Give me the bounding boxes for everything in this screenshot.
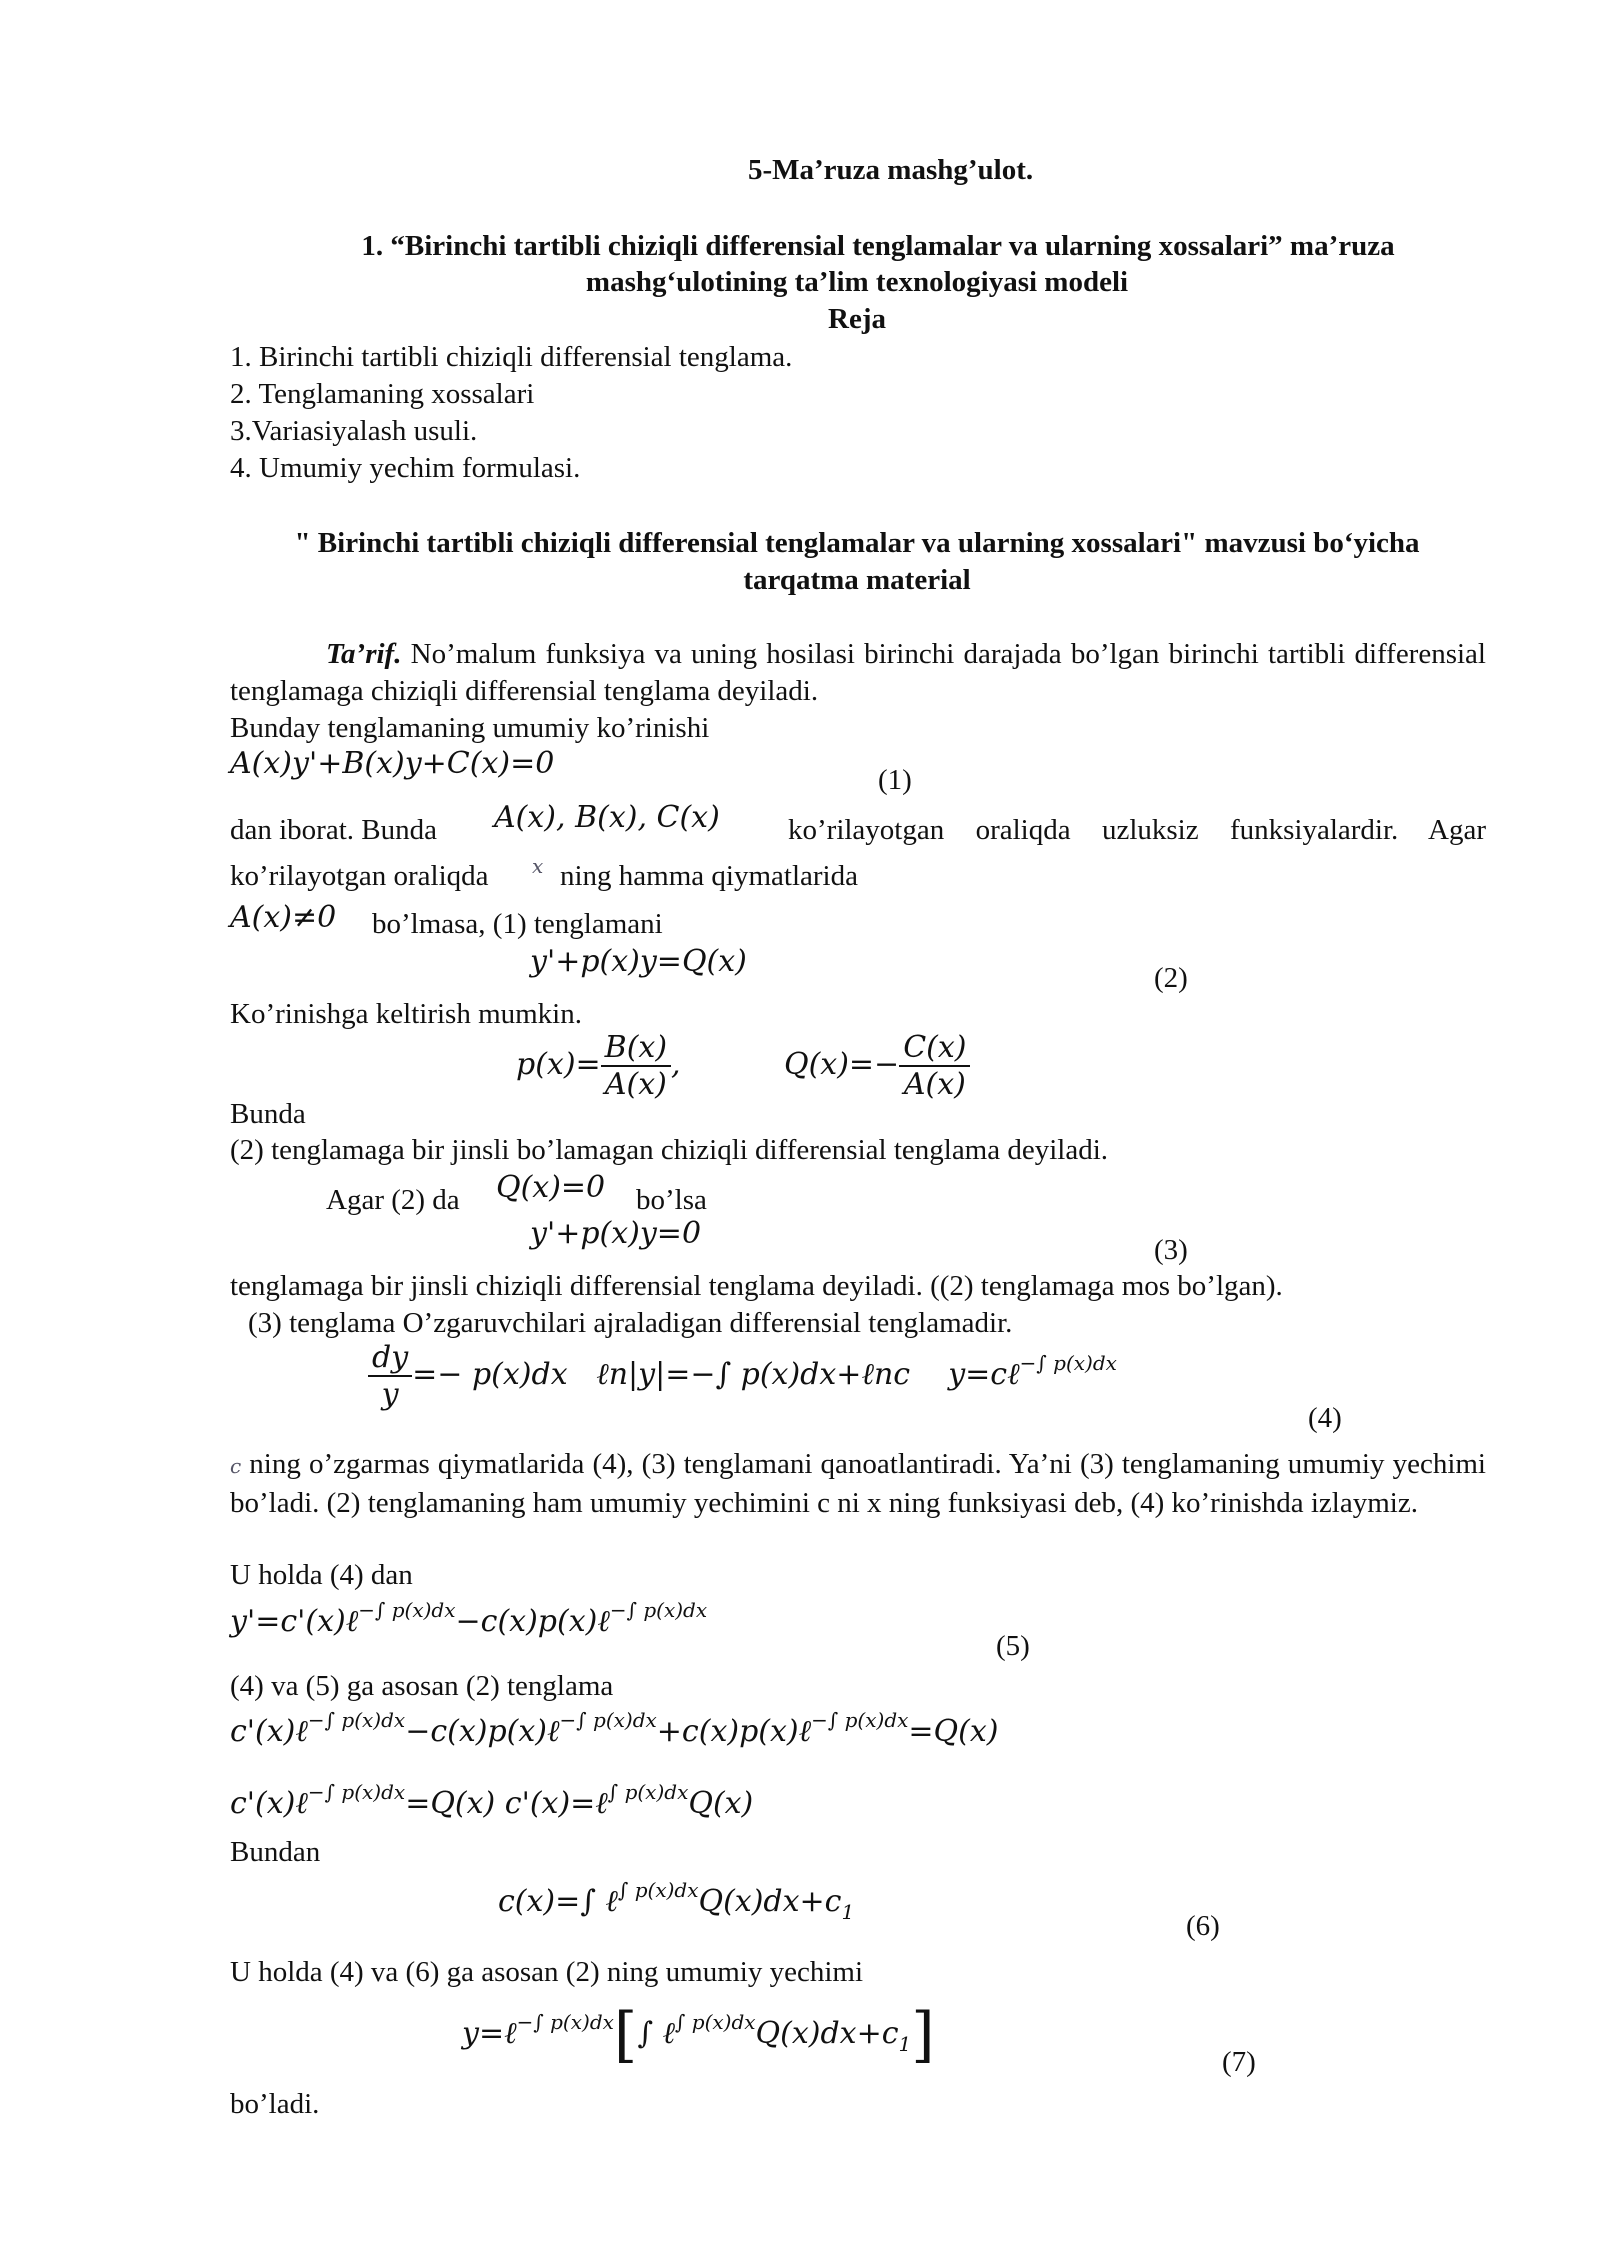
fraction-b-over-a xyxy=(601,1030,671,1102)
eq7-left-bracket: [ xyxy=(613,2000,638,2070)
equation-number-6: (6) xyxy=(1186,1910,1220,1942)
eq6-part-b: Q(x)dx+c xyxy=(698,1884,842,1919)
equation-4 xyxy=(368,1340,1117,1412)
px-lhs: p(x)= xyxy=(516,1047,601,1082)
c-variable: c xyxy=(230,1454,242,1478)
equation-6 xyxy=(498,1878,855,1924)
eqA-part-d: =Q(x) xyxy=(908,1714,999,1749)
text-all-values: ning hamma qiymatlarida xyxy=(560,860,858,892)
text-continuous: ko’rilayotgan oraliqda uzluksiz funksiyalardir. Agar xyxy=(788,814,1486,846)
eq7-part-b: ∫ ℓ xyxy=(637,2016,675,2051)
eq4-part-c: y=cℓ xyxy=(948,1357,1020,1392)
text-uholda: U holda (4) dan xyxy=(230,1559,413,1591)
text-korinish: Ko’rinishga keltirish mumkin. xyxy=(230,998,582,1030)
definition-text: No’malum funksiya va uning hosilasi birinchi darajada bo’lgan birinchi tartibli differensial tenglamaga chiziqli differensial tenglama deyiladi. xyxy=(230,638,1486,707)
paragraph-constant-variation xyxy=(230,1446,1486,1522)
eq7-part-a: y=ℓ xyxy=(462,2016,517,2051)
px-definition xyxy=(516,1030,681,1102)
section-title-line-2: mashg‘ulotining ta’lim texnologiyasi modeli xyxy=(585,266,1129,298)
text-bunda: Bunda xyxy=(230,1098,306,1130)
denominator-ax: A(x) xyxy=(604,1067,667,1102)
text-interval: ko’rilayotgan oraliqda xyxy=(230,860,489,892)
fraction-c-over-a xyxy=(899,1030,970,1102)
plan-item: 1. Birinchi tartibli chiziqli differensial tenglama. xyxy=(230,341,793,373)
eq7-right-bracket: ] xyxy=(911,2000,935,2070)
eq6-subscript: 1 xyxy=(841,1900,855,1924)
eq5-part-b: −c(x)p(x)ℓ xyxy=(455,1604,610,1639)
eq4-exponent: −∫ p(x)dx xyxy=(1019,1351,1117,1375)
eq4-part-b: ℓn|y|=−∫ p(x)dx+ℓnc xyxy=(596,1357,911,1392)
numerator-cx: C(x) xyxy=(899,1030,970,1067)
eqB-part-b: =Q(x) c'(x)=ℓ xyxy=(405,1786,608,1821)
text-bolsa: bo’lsa xyxy=(636,1184,707,1216)
eq4-part-a: =− p(x)dx xyxy=(412,1357,568,1392)
functions-abc: A(x), B(x), C(x) xyxy=(494,800,720,835)
section-title-line-1: 1. “Birinchi tartibli chiziqli differensial tenglamalar va ularning xossalari” ma’ruza xyxy=(361,230,1395,262)
text-bundan: Bundan xyxy=(230,1836,321,1868)
eqB-part-a: c'(x)ℓ xyxy=(230,1786,308,1821)
equation-3: y'+p(x)y=0 xyxy=(530,1216,702,1251)
text-agar: Agar (2) da xyxy=(326,1184,460,1216)
equation-number-5: (5) xyxy=(996,1630,1030,1662)
handout-title-line-1: " Birinchi tartibli chiziqli differensial tenglamalar va ularning xossalari" mavzusi bo‘yicha xyxy=(294,527,1420,559)
text-nonhomogeneous: (2) tenglamaga bir jinsli bo’lamagan chiziqli differensial tenglama deyiladi. xyxy=(230,1134,1109,1166)
text-boladi: bo’ladi. xyxy=(230,2088,320,2120)
text-homogeneous: tenglamaga bir jinsli chiziqli differensial tenglama deyiladi. ((2) tenglamaga mos bo’lgan). xyxy=(230,1270,1283,1302)
eqA-exponent-2: −∫ p(x)dx xyxy=(559,1708,657,1732)
text-separable: (3) tenglama O’zgaruvchilari ajraladigan differensial tenglamadir. xyxy=(248,1307,1013,1339)
paragraph-text: ning o’zgarmas qiymatlarida (4), (3) tenglamani qanoatlantiradi. Ya’ni (3) tenglamaning umumiy yechimi bo’ladi. (2) tenglamaning ham umumiy yechimini c ni x ning funksiyasi deb, (4) ko’rinishda izlaymiz. xyxy=(230,1448,1486,1519)
eq6-part-a: c(x)=∫ ℓ xyxy=(498,1884,618,1919)
equation-7 xyxy=(462,2000,935,2070)
equation-number-2: (2) xyxy=(1154,962,1188,994)
equation-number-3: (3) xyxy=(1154,1234,1188,1266)
general-form-text: Bunday tenglamaning umumiy ko’rinishi xyxy=(230,712,710,744)
plan-heading: Reja xyxy=(828,303,886,335)
numerator-bx: B(x) xyxy=(601,1030,671,1067)
text-uholda-2: U holda (4) va (6) ga asosan (2) ning umumiy yechimi xyxy=(230,1956,864,1988)
equation-simplified xyxy=(230,1780,754,1821)
equation-substituted xyxy=(230,1708,999,1749)
eq7-subscript: 1 xyxy=(898,2032,912,2056)
text-dan-iborat: dan iborat. Bunda xyxy=(230,814,437,846)
eq7-exponent-1: −∫ p(x)dx xyxy=(516,2010,614,2034)
eqA-exponent-3: −∫ p(x)dx xyxy=(811,1708,909,1732)
definition-label: Ta’rif. xyxy=(326,638,402,670)
equation-5 xyxy=(230,1598,708,1639)
definition-paragraph xyxy=(230,636,1486,710)
eq7-part-c: Q(x)dx+c xyxy=(755,2016,899,2051)
equation-number-4: (4) xyxy=(1308,1402,1342,1434)
equation-2: y'+p(x)y=Q(x) xyxy=(530,944,747,979)
text-asosan: (4) va (5) ga asosan (2) tenglama xyxy=(230,1670,614,1702)
eq5-exponent-2: −∫ p(x)dx xyxy=(609,1598,708,1622)
eqA-part-c: +c(x)p(x)ℓ xyxy=(656,1714,812,1749)
denominator-y: y xyxy=(381,1377,399,1412)
a-not-zero: A(x)≠0 xyxy=(230,900,337,935)
q-equals-zero: Q(x)=0 xyxy=(496,1170,606,1205)
equation-number-7: (7) xyxy=(1222,2046,1256,2078)
eq6-exponent: ∫ p(x)dx xyxy=(617,1878,699,1902)
eqB-part-c: Q(x) xyxy=(688,1786,754,1821)
plan-item: 2. Tenglamaning xossalari xyxy=(230,378,535,410)
equation-number-1: (1) xyxy=(878,764,912,796)
comma: , xyxy=(671,1047,681,1082)
eqB-exponent-1: −∫ p(x)dx xyxy=(307,1780,406,1804)
text-bolmasa: bo’lmasa, (1) tenglamani xyxy=(372,908,663,940)
qx-definition xyxy=(784,1030,970,1102)
lecture-title: 5-Ma’ruza mashg’ulot. xyxy=(748,154,1034,186)
x-variable: x xyxy=(532,854,544,878)
fraction-dy-over-y xyxy=(368,1340,412,1412)
eq7-exponent-2: ∫ p(x)dx xyxy=(675,2010,756,2034)
handout-title-line-2: tarqatma material xyxy=(743,564,971,596)
numerator-dy: dy xyxy=(368,1340,412,1377)
denominator-ax: A(x) xyxy=(903,1067,966,1102)
plan-item: 3.Variasiyalash usuli. xyxy=(230,415,478,447)
eqA-exponent-1: −∫ p(x)dx xyxy=(307,1708,406,1732)
eq5-part-a: y'=c'(x)ℓ xyxy=(230,1604,359,1639)
eqA-part-a: c'(x)ℓ xyxy=(230,1714,308,1749)
eq5-exponent-1: −∫ p(x)dx xyxy=(358,1598,456,1622)
plan-item: 4. Umumiy yechim formulasi. xyxy=(230,452,581,484)
eqA-part-b: −c(x)p(x)ℓ xyxy=(405,1714,560,1749)
equation-1: A(x)y'+B(x)y+C(x)=0 xyxy=(230,746,555,781)
eqB-exponent-2: ∫ p(x)dx xyxy=(607,1780,689,1804)
qx-lhs: Q(x)=− xyxy=(784,1047,900,1082)
